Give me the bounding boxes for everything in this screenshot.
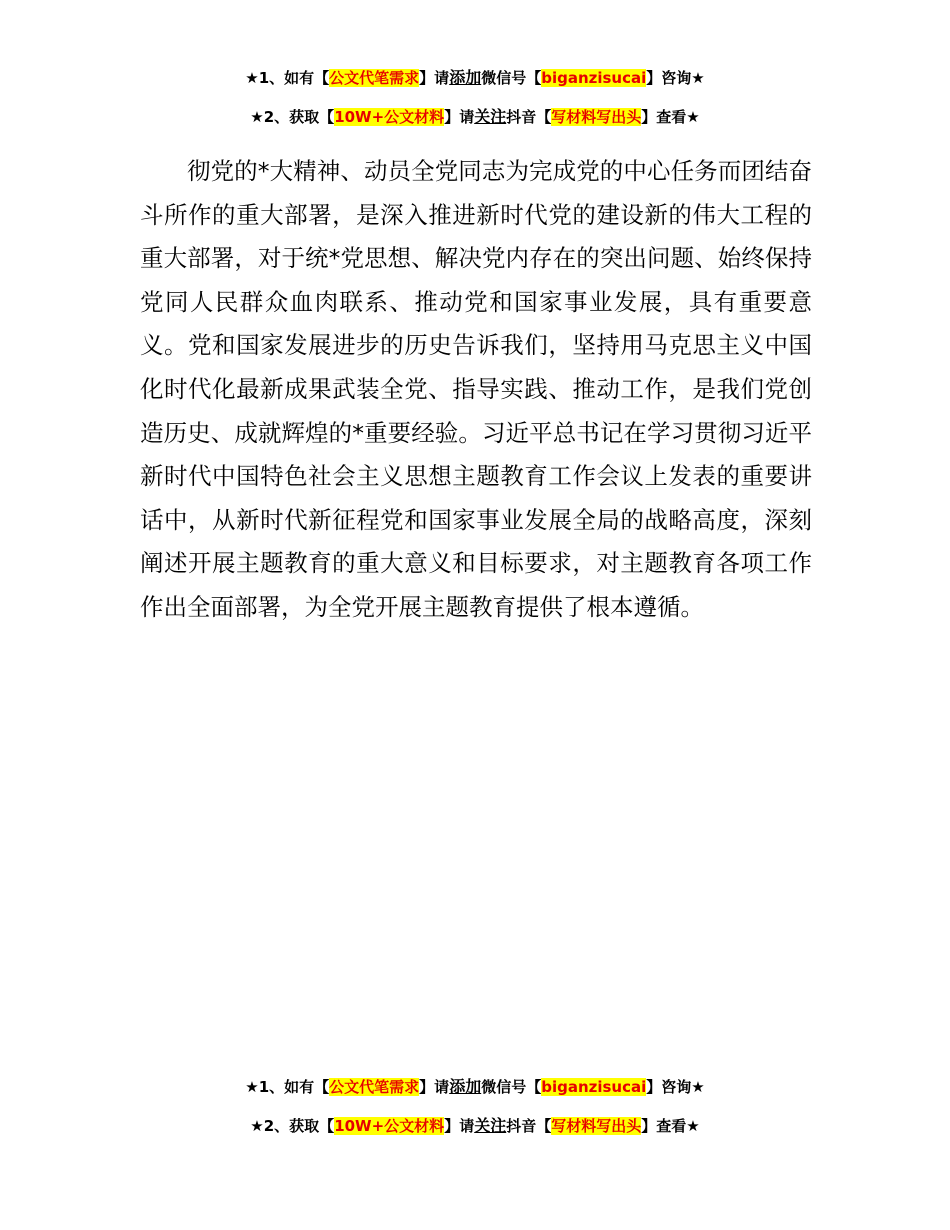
line-mid: 】请 [444, 108, 475, 126]
underlined-follow: 关注 [474, 1116, 507, 1135]
line-prefix: ★1、如有【 [245, 1078, 330, 1096]
highlight-wechat-id: biganzisucai [541, 1078, 647, 1096]
line-prefix: ★2、获取【 [250, 1117, 335, 1135]
line-suffix: 】查看★ [641, 108, 700, 126]
line-prefix: ★2、获取【 [250, 108, 335, 126]
footer-ad-line-1 [0, 1077, 950, 1097]
highlight-ghostwriting: 公文代笔需求 [329, 69, 420, 87]
line-mid: 】请 [419, 69, 450, 87]
line-mid: 微信号【 [481, 69, 542, 87]
line-mid: 微信号【 [481, 1078, 542, 1096]
line-mid: 】请 [419, 1078, 450, 1096]
body-paragraph: 彻党的*大精神、动员全党同志为完成党的中心任务而团结奋斗所作的重大部署，是深入推进新时代党的建设新的伟大工程的重大部署，对于统*党思想、解决党内存在的突出问题、始终保持党同人民群众血肉联系、推动党和国家事业发展，具有重要意义。党和国家发展进步的历史告诉我们，坚持用马克思主义中国化时代化最新成果武装全党、指导实践、推动工作，是我们党创造历史、成就辉煌的*重要经验。习近平总书记在学习贯彻习近平新时代中国特色社会主义思想主题教育工作会议上发表的重要讲话中，从新时代新征程党和国家事业发展全局的战略高度，深刻阐述开展主题教育的重大意义和目标要求，对主题教育各项工作作出全面部署，为全党开展主题教育提供了根本遵循。 [140, 157, 812, 621]
highlight-materials: 10W+公文材料 [334, 1117, 445, 1135]
highlight-douyin-account: 写材料写出头 [551, 1117, 642, 1135]
highlight-materials: 10W+公文材料 [334, 108, 445, 126]
underlined-follow: 关注 [474, 107, 507, 126]
line-prefix: ★1、如有【 [245, 69, 330, 87]
line-mid: 抖音【 [506, 1117, 552, 1135]
highlight-douyin-account: 写材料写出头 [551, 108, 642, 126]
underlined-add: 添加 [449, 1077, 482, 1096]
line-mid: 抖音【 [506, 108, 552, 126]
line-suffix: 】咨询★ [646, 1078, 705, 1096]
line-suffix: 】咨询★ [646, 69, 705, 87]
header-ad-line-1 [0, 68, 950, 88]
line-suffix: 】查看★ [641, 1117, 700, 1135]
highlight-ghostwriting: 公文代笔需求 [329, 1078, 420, 1096]
header-ad-line-2 [0, 107, 950, 127]
line-mid: 】请 [444, 1117, 475, 1135]
highlight-wechat-id: biganzisucai [541, 69, 647, 87]
footer-ad-line-2 [0, 1116, 950, 1136]
underlined-add: 添加 [449, 68, 482, 87]
